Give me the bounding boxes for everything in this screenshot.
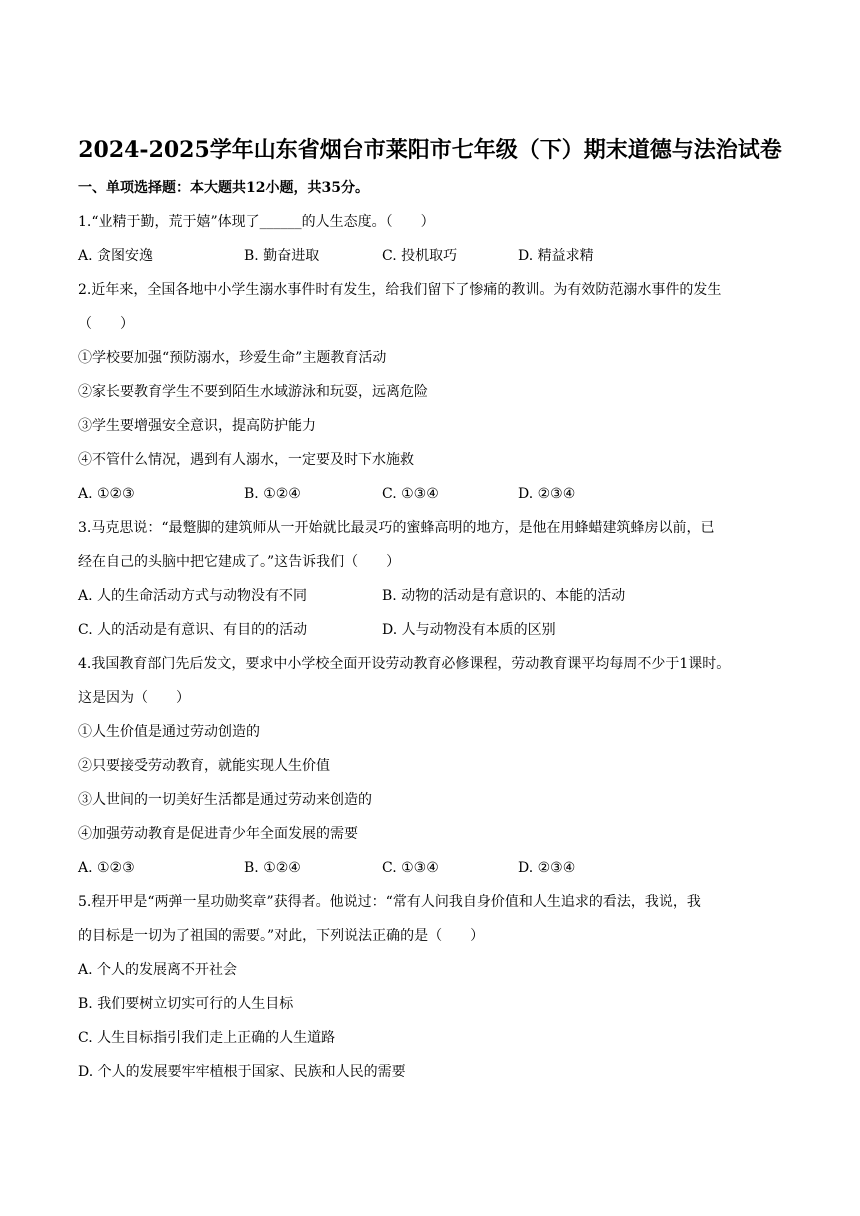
q2-item-1: ①学校要加强“预防溺水，珍爱生命”主题教育活动	[78, 350, 387, 366]
q1-stem: 1.“业精于勤，荒于嬉”体现了______的人生态度。（ ）	[78, 214, 435, 230]
exam-title: 2024-2025学年山东省烟台市莱阳市七年级（下）期末道德与法治试卷	[78, 137, 782, 163]
q4-option-d: D. ②③④	[518, 860, 576, 876]
q2-item-2: ②家长要教育学生不要到陌生水域游泳和玩耍，远离危险	[78, 384, 428, 400]
q5-option-c: C. 人生目标指引我们走上正确的人生道路	[78, 1030, 336, 1046]
q2-item-3: ③学生要增强安全意识，提高防护能力	[78, 418, 316, 434]
q3-option-b: B. 动物的活动是有意识的、本能的活动	[382, 588, 626, 604]
q3-stem-line-1: 3.马克思说：“最蹩脚的建筑师从一开始就比最灵巧的蜜蜂高明的地方，是他在用蜂蜡建筑蜂房以前，已	[78, 520, 715, 536]
q2-option-c: C. ①③④	[382, 486, 439, 502]
q2-option-a: A. ①②③	[78, 486, 135, 502]
q4-item-4: ④加强劳动教育是促进青少年全面发展的需要	[78, 826, 358, 842]
q2-stem-line-2: （ ）	[78, 316, 134, 332]
q4-stem-line-1: 4.我国教育部门先后发文，要求中小学校全面开设劳动教育必修课程，劳动教育课平均每周不少于1课时。	[78, 656, 731, 672]
q4-item-1: ①人生价值是通过劳动创造的	[78, 724, 260, 740]
q4-item-2: ②只要接受劳动教育，就能实现人生价值	[78, 758, 330, 774]
q1-option-b: B. 勤奋进取	[244, 248, 320, 264]
q5-option-b: B. 我们要树立切实可行的人生目标	[78, 996, 294, 1012]
q4-option-c: C. ①③④	[382, 860, 439, 876]
q2-stem-line-1: 2.近年来，全国各地中小学生溺水事件时有发生，给我们留下了惨痛的教训。为有效防范溺水事件的发生	[78, 282, 722, 298]
q5-option-a: A. 个人的发展离不开社会	[78, 962, 238, 978]
q2-option-d: D. ②③④	[518, 486, 576, 502]
q3-option-d: D. 人与动物没有本质的区别	[382, 622, 556, 638]
q1-option-d: D. 精益求精	[518, 248, 594, 264]
q2-item-4: ④不管什么情况，遇到有人溺水，一定要及时下水施救	[78, 452, 414, 468]
q3-stem-line-2: 经在自己的头脑中把它建成了。”这告诉我们（ ）	[78, 554, 401, 570]
q4-option-a: A. ①②③	[78, 860, 135, 876]
q4-stem-line-2: 这是因为（ ）	[78, 690, 190, 706]
section-heading: 一、单项选择题：本大题共12小题，共35分。	[78, 180, 369, 196]
q5-option-d: D. 个人的发展要牢牢植根于国家、民族和人民的需要	[78, 1064, 406, 1080]
q3-option-c: C. 人的活动是有意识、有目的的活动	[78, 622, 308, 638]
q4-item-3: ③人世间的一切美好生活都是通过劳动来创造的	[78, 792, 372, 808]
q3-option-a: A. 人的生命活动方式与动物没有不同	[78, 588, 308, 604]
q1-option-c: C. 投机取巧	[382, 248, 458, 264]
q2-option-b: B. ①②④	[244, 486, 301, 502]
q5-stem-line-1: 5.程开甲是“两弹一星功勋奖章”获得者。他说过：“常有人问我自身价值和人生追求的看法，我说，我	[78, 894, 701, 910]
q4-option-b: B. ①②④	[244, 860, 301, 876]
q1-option-a: A. 贪图安逸	[78, 248, 154, 264]
q5-stem-line-2: 的目标是一切为了祖国的需要。”对此，下列说法正确的是（ ）	[78, 928, 485, 944]
